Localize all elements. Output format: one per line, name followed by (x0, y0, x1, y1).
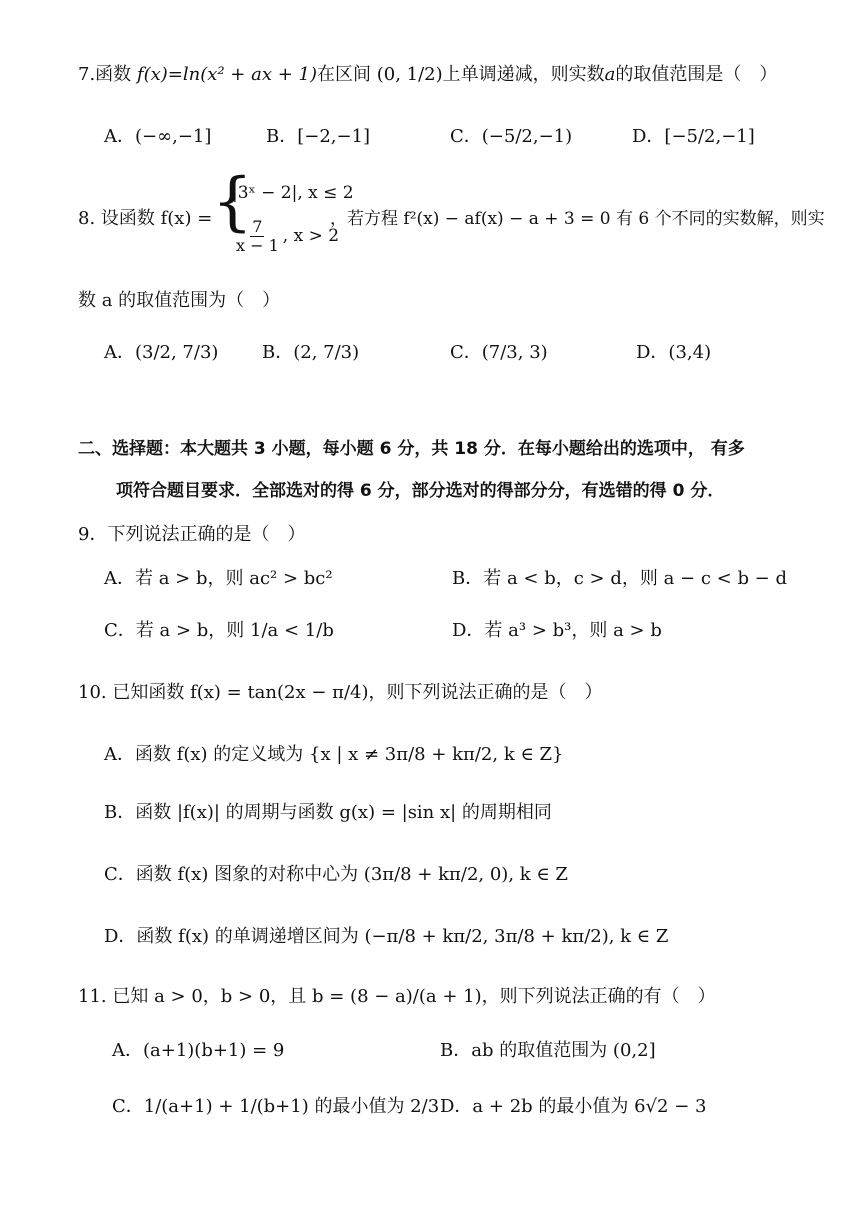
q8-piece-2 (232, 218, 339, 255)
q7-stem-mid: 在区间 (317, 64, 371, 85)
q9-option-c-frac2: 1/b (304, 620, 334, 641)
q8-stem-line2: 数 a 的取值范围为（ ） (78, 290, 281, 311)
q8-option-c: C．(7/3, 3) (450, 342, 548, 363)
q7-option-a: A．(−∞,−1] (104, 126, 212, 147)
q9-stem: 9．下列说法正确的是（ ） (78, 524, 306, 545)
q8-option-d: D．(3,4) (636, 342, 712, 363)
q9-option-c: C．若 a > b，则 1/a < 1/b (104, 620, 334, 641)
q7-option-b: B．[−2,−1] (266, 126, 371, 147)
q10-option-d: D．函数 f(x) 的单调递增区间为 (−π/8 + kπ/2, 3π/8 + kπ/2), k ∈ Z (104, 926, 669, 947)
q7-option-c: C．(−5/2,−1) (450, 126, 573, 147)
q9-option-a: A．若 a > b，则 ac² > bc² (104, 568, 333, 589)
q8-option-a: A．(3/2, 7/3) (104, 342, 219, 363)
q10-option-b: B．函数 |f(x)| 的周期与函数 g(x) = |sin x| 的周期相同 (104, 802, 552, 823)
q11-option-d: D．a + 2b 的最小值为 6√2 − 3 (440, 1096, 707, 1117)
q7-function: f(x)=ln(x² + ax + 1) (136, 64, 317, 85)
q7-option-d: D．[−5/2,−1] (632, 126, 755, 147)
q7-interval: (0, 1/2) (376, 64, 443, 85)
q7-stem (78, 62, 777, 88)
section2-line1: 二、选择题：本大题共 3 小题，每小题 6 分，共 18 分．在每小题给出的选项中， 有多 (78, 439, 745, 459)
q10-option-c: C．函数 f(x) 图象的对称中心为 (3π/8 + kπ/2, 0), k ∈ Z (104, 864, 568, 885)
q7-stem-end: 的取值范围是（ ） (615, 64, 778, 85)
q11-option-a: A．(a+1)(b+1) = 9 (112, 1040, 285, 1061)
q8-piece2-num: 7 (252, 217, 263, 236)
q7-var: a (604, 64, 616, 85)
q8-stem-pre: 8. 设函数 f(x) = (78, 208, 213, 229)
section2-line2: 项符合题目要求．全部选对的得 6 分，部分选对的得部分分，有选错的得 0 分． (116, 481, 725, 501)
q7-stem-post: 上单调递减，则实数 (442, 64, 605, 85)
q8-piece-1: |3ˣ − 2|, x ≤ 2 (232, 183, 354, 203)
q9-option-b: B．若 a < b，c > d，则 a − c < b − d (452, 568, 788, 589)
q10-stem: 10. 已知函数 f(x) = tan(2x − π/4)，则下列说法正确的是（ ） (78, 682, 603, 703)
q8-option-b: B．(2, 7/3) (262, 342, 360, 363)
q9-option-c-pre: C．若 a > b，则 (104, 620, 245, 641)
q8-piece2-den: x − 1 (236, 236, 279, 255)
q8-piece2-cond: , x > 2 (282, 226, 340, 246)
q7-stem-pre: 7.函数 (78, 64, 137, 85)
q11-option-b: B．ab 的取值范围为 (0,2] (440, 1040, 656, 1061)
q9-option-c-frac1: 1/a (250, 620, 279, 641)
q11-option-c: C．1/(a+1) + 1/(b+1) 的最小值为 2/3 (112, 1096, 440, 1117)
q8-piecewise-brace: { (212, 165, 253, 239)
q8-stem-post: ，若方程 f²(x) − af(x) − a + 3 = 0 有 6 个不同的实数解，则实 (330, 209, 825, 229)
q11-stem: 11. 已知 a > 0，b > 0，且 b = (8 − a)/(a + 1)，则下列说法正确的有（ ） (78, 986, 716, 1007)
q10-option-a: A．函数 f(x) 的定义域为 {x | x ≠ 3π/8 + kπ/2, k ∈ Z} (104, 744, 564, 765)
q9-option-d: D．若 a³ > b³，则 a > b (452, 620, 662, 641)
